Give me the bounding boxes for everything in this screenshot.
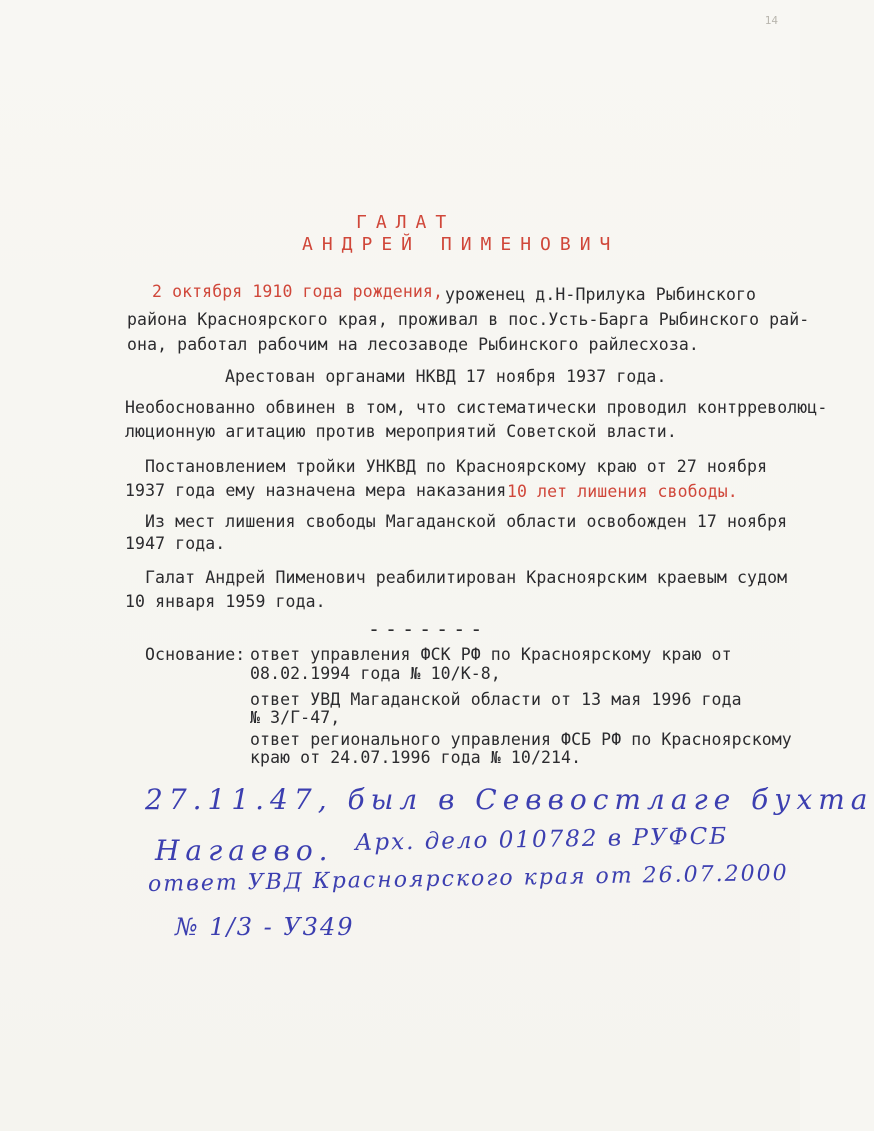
basis-ref-3-line-2: краю от 24.07.1996 года № 10/214. [250,748,582,767]
corner-page-mark: 14 [764,14,778,27]
birth-date-text: 2 октября 1910 года рождения, [152,282,443,301]
accusation-line-2: люционную агитацию против мероприятий Советской власти. [125,422,677,441]
birthplace-text: уроженец д.Н-Прилука Рыбинского [445,285,757,304]
residence-line: района Красноярского края, проживал в пос.Усть-Барга Рыбинского рай- [127,310,810,329]
handwritten-note-line-3: ответ УВД Красноярского края от 26.07.2000 [147,860,789,897]
sentence-term-text: 10 лет лишения свободы. [507,482,738,501]
handwritten-note-line-1: 27.11.47, был в Севвостлаге бухта [145,783,874,816]
accusation-line-1: Необоснованно обвинен в том, что систематически проводил контрреволюц- [125,398,828,417]
handwritten-note-line-2: Нагаево. [155,834,334,867]
release-line-1: Из мест лишения свободы Магаданской области освобожден 17 ноября [145,512,788,531]
basis-ref-2-line-2: № 3/Г-47, [250,708,341,727]
work-line: она, работал рабочим на лесозаводе Рыбинского райлесхоза. [127,335,699,354]
separator-dashes: ------- [368,617,488,641]
basis-ref-3-line-1: ответ регионального управления ФСБ РФ по Красноярскому [250,730,792,749]
rehabilitation-line-2: 10 января 1959 года. [125,592,326,611]
handwritten-note-line-2b: Арх. дело 010782 в РУФСБ [354,823,729,856]
sentence-line-1: Постановлением тройки УНКВД по Красноярскому краю от 27 ноября [145,457,768,476]
arrest-line: Арестован органами НКВД 17 ноября 1937 года. [225,367,667,386]
basis-ref-1-line-2: 08.02.1994 года № 10/К-8, [250,664,501,683]
basis-label: Основание: [145,645,246,664]
basis-ref-1-line-1: ответ управления ФСК РФ по Красноярскому краю от [250,645,732,664]
sentence-line-2: 1937 года ему назначена мера наказания [125,481,507,500]
basis-ref-2-line-1: ответ УВД Магаданской области от 13 мая 1996 года [250,690,742,709]
handwritten-note-line-4: № 1/3 - У349 [175,913,355,941]
surname-title: ГАЛАТ [356,212,456,233]
release-line-2: 1947 года. [125,534,226,553]
rehabilitation-line-1: Галат Андрей Пименович реабилитирован Красноярским краевым судом [145,568,788,587]
full-name-title: АНДРЕЙ ПИМЕНОВИЧ [302,234,620,255]
